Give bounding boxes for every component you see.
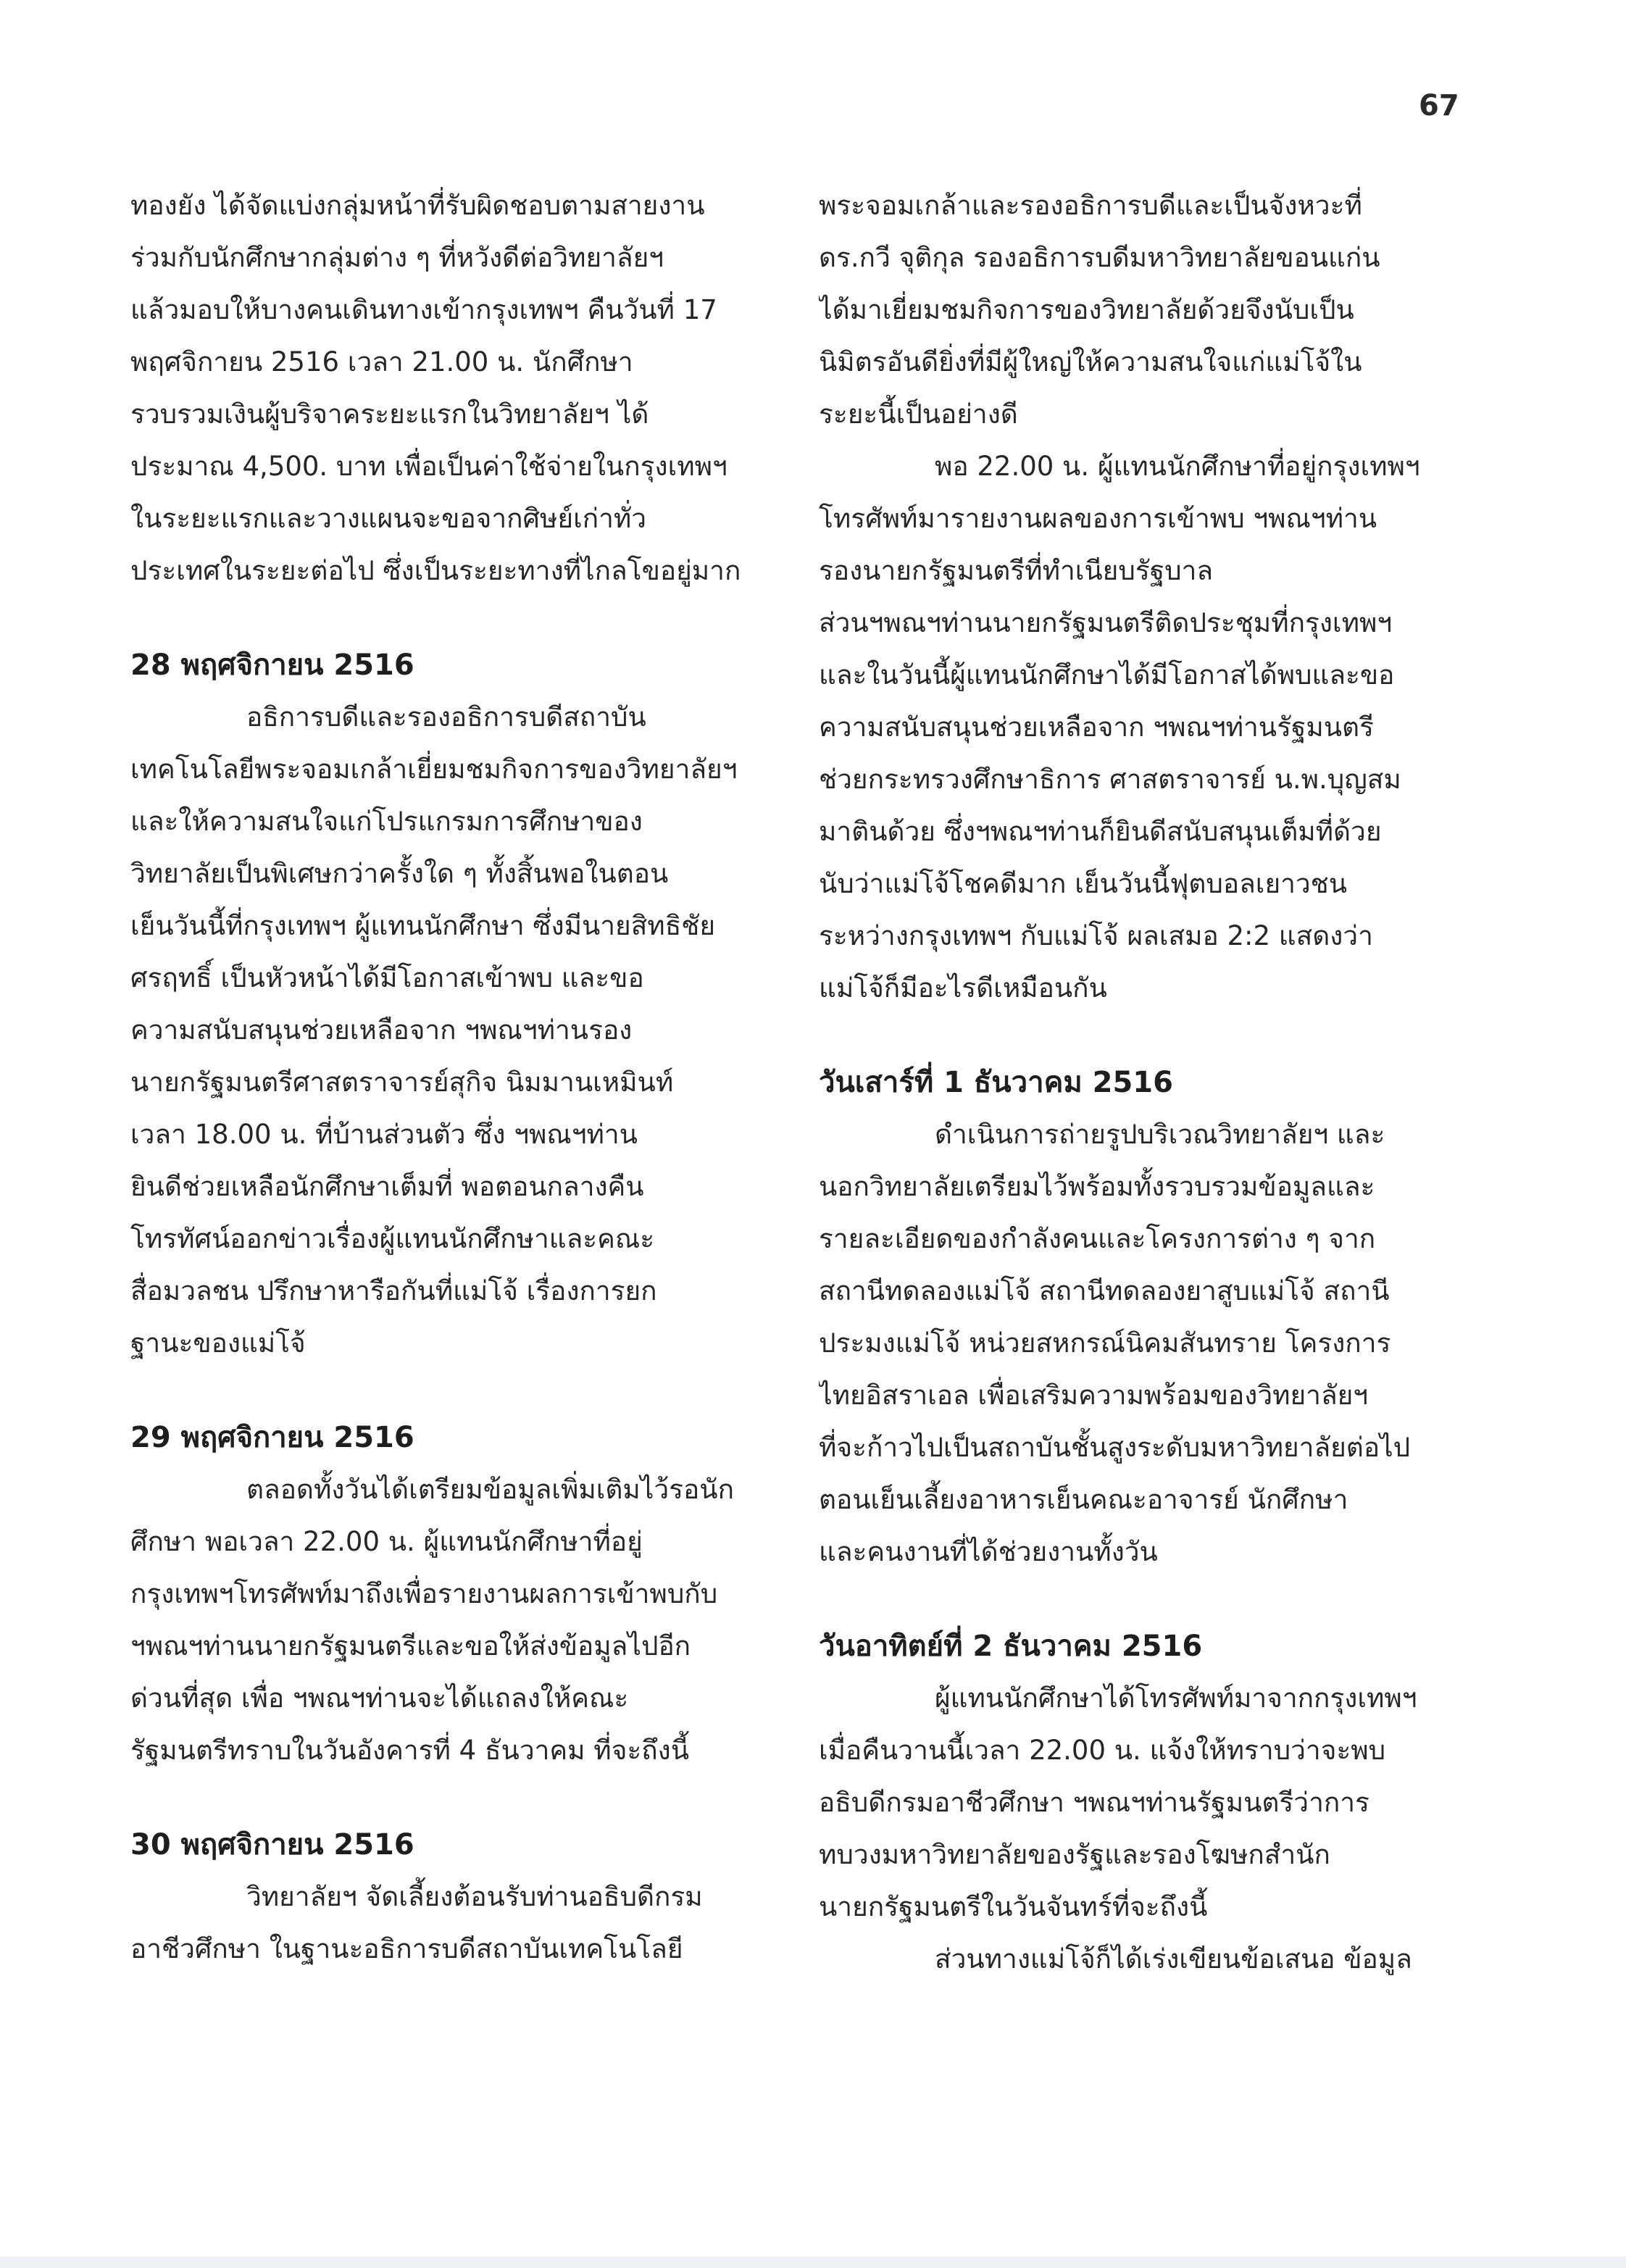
- text-line: อาชีวศึกษา ในฐานะอธิการบดีสถาบันเทคโนโลยี: [130, 1933, 683, 1964]
- text-line: รายละเอียดของกำลังคนและโครงการต่าง ๆ จาก: [819, 1223, 1376, 1254]
- text-line: แม่โจ้ก็มีอะไรดีเหมือนกัน: [819, 972, 1107, 1004]
- text-line: มาตินด้วย ซึ่งฯพณฯท่านก็ยินดีสนับสนุนเต็มที่ด้วย: [819, 816, 1382, 847]
- text-line: ได้มาเยี่ยมชมกิจการของวิทยาลัยด้วยจึงนับเป็น: [819, 294, 1354, 325]
- section-heading: วันอาทิตย์ที่ 2 ธันวาคม 2516: [819, 1630, 1203, 1663]
- text-line: ส่วนฯพณฯท่านนายกรัฐมนตรีติดประชุมที่กรุงเทพฯ: [819, 607, 1393, 638]
- text-line: พอ 22.00 น. ผู้แทนนักศึกษาที่อยู่กรุงเทพฯ: [935, 451, 1420, 482]
- text-line: ที่จะก้าวไปเป็นสถาบันชั้นสูงระดับมหาวิทยาลัยต่อไป: [819, 1432, 1411, 1463]
- text-line: ประมงแม่โจ้ หน่วยสหกรณ์นิคมสันทราย โครงการ: [819, 1327, 1391, 1359]
- text-line: สื่อมวลชน ปรึกษาหารือกันที่แม่โจ้ เรื่องการยก: [130, 1275, 657, 1306]
- text-line: ช่วยกระทรวงศึกษาธิการ ศาสตราจารย์ น.พ.บุญสม: [819, 764, 1401, 795]
- text-line: นับว่าแม่โจ้โชคดีมาก เย็นวันนี้ฟุตบอลเยาวชน: [819, 868, 1348, 899]
- text-line: ดร.กวี จุติกุล รองอธิการบดีมหาวิทยาลัยขอนแก่น: [819, 242, 1380, 273]
- paragraph: [130, 180, 812, 597]
- scan-edge-strip: [0, 2256, 1626, 2268]
- text-line: ทองยัง ได้จัดแบ่งกลุ่มหน้าที่รับผิดชอบตามสายงาน: [130, 190, 705, 221]
- text-line: กรุงเทพฯโทรศัพท์มาถึงเพื่อรายงานผลการเข้าพบกับ: [130, 1578, 718, 1609]
- text-line: ฐานะของแม่โจ้: [130, 1327, 306, 1359]
- text-line: เย็นวันนี้ที่กรุงเทพฯ ผู้แทนนักศึกษา ซึ่งมีนายสิทธิชัย: [130, 910, 716, 941]
- text-line: รวบรวมเงินผู้บริจาคระยะแรกในวิทยาลัยฯ ได้: [130, 399, 649, 430]
- text-line: ส่วนทางแม่โจ้ก็ได้เร่งเขียนข้อเสนอ ข้อมูล: [935, 1943, 1412, 1975]
- text-line: ศึกษา พอเวลา 22.00 น. ผู้แทนนักศึกษาที่อยู่: [130, 1526, 643, 1557]
- paragraph: [130, 691, 812, 1369]
- page-number: 67: [1419, 89, 1459, 122]
- text-line: นิมิตรอันดียิ่งที่มีผู้ใหญ่ให้ความสนใจแก่แม่โจ้ใน: [819, 346, 1362, 378]
- paragraph: [130, 1871, 812, 1975]
- text-line: และในวันนี้ผู้แทนนักศึกษาได้มีโอกาสได้พบและขอ: [819, 659, 1395, 691]
- section-heading: 29 พฤศจิกายน 2516: [130, 1421, 414, 1454]
- text-line: ประเทศในระยะต่อไป ซึ่งเป็นระยะทางที่ไกลโขอยู่มาก: [130, 555, 741, 586]
- text-line: ระยะนี้เป็นอย่างดี: [819, 399, 1018, 430]
- paragraph: [819, 1933, 1500, 1985]
- text-line: อธิบดีกรมอาชีวศึกษา ฯพณฯท่านรัฐมนตรีว่าการ: [819, 1787, 1369, 1818]
- text-line: วิทยาลัยฯ จัดเลี้ยงต้อนรับท่านอธิบดีกรม: [246, 1881, 703, 1912]
- text-line: ศรฤทธิ์ เป็นหัวหน้าได้มีโอกาสเข้าพบ และขอ: [130, 962, 644, 993]
- text-line: ยินดีช่วยเหลือนักศึกษาเต็มที่ พอตอนกลางคืน: [130, 1171, 644, 1202]
- text-line: ประมาณ 4,500. บาท เพื่อเป็นค่าใช้จ่ายในกรุงเทพฯ: [130, 451, 727, 482]
- paragraph: [819, 180, 1500, 441]
- text-line: นายกรัฐมนตรีศาสตราจารย์สุกิจ นิมมานเหมินท์: [130, 1067, 674, 1098]
- text-line: ผู้แทนนักศึกษาได้โทรศัพท์มาจากกรุงเทพฯ: [935, 1683, 1417, 1714]
- text-line: สถานีทดลองแม่โจ้ สถานีทดลองยาสูบแม่โจ้ สถานี: [819, 1275, 1390, 1306]
- text-line: ดำเนินการถ่ายรูปบริเวณวิทยาลัยฯ และ: [935, 1119, 1385, 1150]
- text-line: วิทยาลัยเป็นพิเศษกว่าครั้งใด ๆ ทั้งสิ้นพอในตอน: [130, 858, 669, 889]
- text-line: เทคโนโลยีพระจอมเกล้าเยี่ยมชมกิจการของวิทยาลัยฯ: [130, 754, 738, 785]
- text-line: ในระยะแรกและวางแผนจะขอจากศิษย์เก่าทั่ว: [130, 503, 647, 534]
- text-line: ด่วนที่สุด เพื่อ ฯพณฯท่านจะได้แถลงให้คณะ: [130, 1683, 629, 1714]
- text-line: พฤศจิกายน 2516 เวลา 21.00 น. นักศึกษา: [130, 346, 633, 378]
- text-line: รองนายกรัฐมนตรีที่ทำเนียบรัฐบาล: [819, 555, 1214, 586]
- text-line: ตอนเย็นเลี้ยงอาหารเย็นคณะอาจารย์ นักศึกษา: [819, 1484, 1348, 1515]
- left-column: [130, 180, 812, 1975]
- text-line: ระหว่างกรุงเทพฯ กับแม่โจ้ ผลเสมอ 2:2 แสดงว่า: [819, 920, 1373, 951]
- text-line: เวลา 18.00 น. ที่บ้านส่วนตัว ซึ่ง ฯพณฯท่าน: [130, 1119, 638, 1150]
- text-line: ไทยอิสราเอล เพื่อเสริมความพร้อมของวิทยาลัยฯ: [819, 1380, 1369, 1411]
- section-heading: วันเสาร์ที่ 1 ธันวาคม 2516: [819, 1066, 1173, 1099]
- text-line: ความสนับสนุนช่วยเหลือจาก ฯพณฯท่านรัฐมนตรี: [819, 712, 1374, 743]
- section-heading: 30 พฤศจิกายน 2516: [130, 1828, 414, 1861]
- right-column: [819, 180, 1500, 1985]
- text-line: อธิการบดีและรองอธิการบดีสถาบัน: [246, 701, 646, 733]
- text-line: และให้ความสนใจแก่โปรแกรมการศึกษาของ: [130, 806, 643, 837]
- paragraph: [130, 1464, 812, 1777]
- text-line: แล้วมอบให้บางคนเดินทางเข้ากรุงเทพฯ คืนวันที่ 17: [130, 294, 717, 325]
- paragraph: [819, 441, 1500, 1014]
- text-line: นอกวิทยาลัยเตรียมไว้พร้อมทั้งรวบรวมข้อมูลและ: [819, 1171, 1375, 1202]
- text-line: ฯพณฯท่านนายกรัฐมนตรีและขอให้ส่งข้อมูลไปอีก: [130, 1630, 691, 1662]
- text-line: นายกรัฐมนตรีในวันจันทร์ที่จะถึงนี้: [819, 1891, 1208, 1922]
- text-line: ความสนับสนุนช่วยเหลือจาก ฯพณฯท่านรอง: [130, 1014, 633, 1046]
- text-line: พระจอมเกล้าและรองอธิการบดีและเป็นจังหวะที่: [819, 190, 1362, 221]
- text-line: โทรศัพท์มารายงานผลของการเข้าพบ ฯพณฯท่าน: [819, 503, 1377, 534]
- section-heading: 28 พฤศจิกายน 2516: [130, 649, 414, 682]
- text-line: รัฐมนตรีทราบในวันอังคารที่ 4 ธันวาคม ที่จะถึงนี้: [130, 1735, 690, 1766]
- text-line: โทรทัศน์ออกข่าวเรื่องผู้แทนนักศึกษาและคณะ: [130, 1223, 655, 1254]
- paragraph: [819, 1672, 1500, 1933]
- text-line: ร่วมกับนักศึกษากลุ่มต่าง ๆ ที่หวังดีต่อวิทยาลัยฯ: [130, 242, 664, 273]
- text-line: เมื่อคืนวานนี้เวลา 22.00 น. แจ้งให้ทราบว่าจะพบ: [819, 1735, 1386, 1766]
- text-line: ทบวงมหาวิทยาลัยของรัฐและรองโฆษกสำนัก: [819, 1839, 1330, 1870]
- text-line: และคนงานที่ได้ช่วยงานทั้งวัน: [819, 1536, 1158, 1567]
- text-line: ตลอดทั้งวันได้เตรียมข้อมูลเพิ่มเติมไว้รอนัก: [246, 1474, 734, 1505]
- paragraph: [819, 1109, 1500, 1578]
